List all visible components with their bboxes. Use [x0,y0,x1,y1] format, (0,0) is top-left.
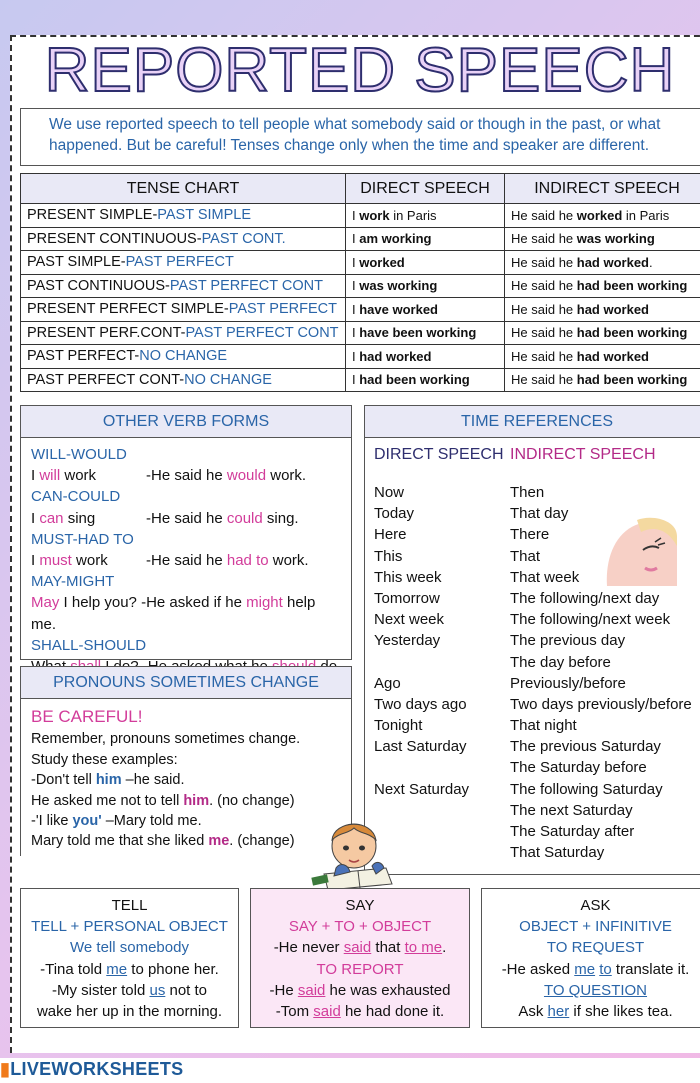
say-box [250,888,470,1028]
say-title: SAY [345,897,375,914]
pronoun-line: Study these examples: [31,751,178,768]
tense-chart-table [20,173,700,392]
list-item: Tonight [374,717,423,735]
say-example: -Tom said he had done it. [275,1003,445,1021]
list-item: The day before [510,653,611,671]
list-item: Then [510,484,545,501]
indirect-speech-cell: He said he worked in Paris [505,204,700,228]
list-item: This week [374,568,442,586]
say-example: -He never said that to me. [273,939,447,957]
indirect-speech-cell: He said he had been working [505,321,700,345]
pronoun-example: He asked me not to tell him. (no change) [31,792,295,809]
ask-rule-request: TO REQUEST [546,939,645,957]
list-item: Here [374,526,407,544]
verb-example-row: I will work -He said he would work. [31,467,307,485]
list-item: Today [374,505,415,523]
ask-title: ASK [580,897,611,914]
verb-example-row: I must work -He said he had to work. [31,552,309,570]
list-item: That week [510,568,580,586]
tell-example: -My sister told us not to [51,981,208,999]
list-item: Last Saturday [374,738,467,756]
be-careful-label: BE CAREFUL! [31,707,143,726]
list-item: Two days ago [374,695,467,713]
studying-boy-illustration [306,810,402,892]
tell-rule: TELL + PERSONAL OBJECT [31,918,228,936]
tell-title: TELL [111,897,148,914]
column-header: INDIRECT SPEECH [505,174,700,204]
pronouns-box [20,666,352,856]
page-title: REPORTED SPEECH [44,36,676,105]
tense-cell: PRESENT PERFECT SIMPLE-PAST PERFECT [21,298,346,322]
time-references-box [364,405,700,875]
say-rule: SAY + TO + OBJECT [288,918,432,936]
tense-cell: PAST SIMPLE-PAST PERFECT [21,251,346,275]
verb-group-label: WILL-WOULD [31,446,127,463]
verb-group-label: CAN-COULD [31,488,121,506]
list-item: Tomorrow [374,589,440,607]
column-header: DIRECT SPEECH [346,174,505,204]
tell-example-link: me [106,960,128,978]
indirect-speech-cell: He said he was working [505,227,700,251]
ask-rule-question: TO QUESTION [543,981,648,999]
pronoun-line: Remember, pronouns sometimes change. [31,731,301,748]
list-item: Yesterday [374,632,441,650]
verb-group-label: MUST-HAD TO [31,530,134,548]
tell-example: -Tina told me to phone her. [40,960,219,978]
indirect-speech-subheading: INDIRECT SPEECH [510,446,656,463]
table-row [21,345,700,369]
indirect-speech-cell: He said he had worked. [505,251,700,275]
tense-cell: PRESENT CONTINUOUS-PAST CONT. [21,227,346,251]
direct-speech-cell: I was working [346,274,505,298]
list-item [374,652,469,673]
direct-speech-cell: I am working [346,227,505,251]
indirect-speech-cell: He said he had worked [505,345,700,369]
list-item: The following/next week [510,611,671,629]
verb-group-label: MAY-MIGHT [31,573,115,591]
list-item: That [510,547,541,565]
verb-group-label: SHALL-SHOULD [31,636,147,654]
table-row [21,368,700,392]
say-example: -He said he was exhausted [269,981,451,999]
list-item: Next week [374,611,445,629]
list-item: That day [510,505,569,523]
indirect-speech-cell: He said he had been working [505,368,700,392]
list-item: Next Saturday [374,780,470,798]
tense-cell: PAST CONTINUOUS-PAST PERFECT CONT [21,274,346,298]
indirect-speech-cell: He said he had worked [505,298,700,322]
time-references-heading: TIME REFERENCES [365,406,700,438]
list-item [374,757,469,778]
column-header: TENSE CHART [21,174,346,204]
liveworksheets-logo[interactable]: ▮LIVEWORKSHEETS [0,1059,184,1079]
list-item: The following/next day [510,589,660,607]
direct-speech-cell: I have worked [346,298,505,322]
verb-example-row: May I help you? -He asked if he might help me. [31,594,316,633]
list-item: That night [510,717,577,735]
direct-speech-cell: I worked [346,251,505,275]
tell-example: wake her up in the morning. [36,1003,223,1021]
ask-box [481,888,700,1028]
list-item: Previously/before [510,674,626,692]
direct-speech-cell: I work in Paris [346,204,505,228]
list-item: The Saturday before [510,759,647,777]
list-item: The next Saturday [510,801,633,819]
other-verb-forms-box [20,405,352,660]
tell-box [20,888,239,1028]
direct-time-list [374,482,469,800]
table-row [21,298,700,322]
tense-cell: PAST PERFECT-NO CHANGE [21,345,346,369]
other-verb-forms-heading: OTHER VERB FORMS [21,406,351,438]
ask-rule: OBJECT + INFINITIVE [519,918,672,936]
list-item: This [374,547,403,565]
tense-cell: PRESENT PERF.CONT-PAST PERFECT CONT [21,321,346,345]
verb-example-row: I can sing -He said he could sing. [31,509,299,527]
ask-example: -He asked me to translate it. [501,960,690,978]
table-row [21,251,700,275]
table-row [21,274,700,298]
tense-cell: PAST PERFECT CONT-NO CHANGE [21,368,346,392]
list-item: Two days previously/before [510,695,692,713]
list-item: The Saturday after [510,823,635,840]
pronoun-example: -Don't tell him –he said. [31,772,185,789]
direct-speech-cell: I have been working [346,321,505,345]
direct-speech-cell: I had been working [346,368,505,392]
direct-speech-cell: I had worked [346,345,505,369]
list-item: The previous Saturday [510,738,661,756]
cartoon-face-illustration [597,516,677,586]
table-row [21,227,700,251]
list-item: The previous day [510,632,626,650]
say-rule-report: TO REPORT [316,960,404,978]
list-item: Now [374,484,405,501]
indirect-speech-cell: He said he had been working [505,274,700,298]
list-item: There [510,526,550,544]
table-header-row [21,174,700,204]
pronoun-example: Mary told me that she liked me. (change) [31,833,295,850]
direct-speech-subheading: DIRECT SPEECH [374,446,504,463]
table-row [21,321,700,345]
list-item: That Saturday [510,844,605,862]
list-item: Ago [374,674,401,692]
list-item: The following Saturday [510,780,663,798]
logo-mark-icon: ▮ [0,1059,11,1079]
table-row [21,204,700,228]
ask-example: Ask her if she likes tea. [518,1003,673,1021]
intro-text: We use reported speech to tell people what somebody said or though in the past, or what happened. But be careful! Tenses change only when the time and speaker are different. [20,108,700,166]
tell-note: We tell somebody [70,939,189,957]
pronouns-heading: PRONOUNS SOMETIMES CHANGE [21,667,351,699]
pronoun-example: -'I like you' –Mary told me. [31,813,202,830]
tell-example-link: us [149,981,166,999]
tense-cell: PRESENT SIMPLE-PAST SIMPLE [21,204,346,228]
